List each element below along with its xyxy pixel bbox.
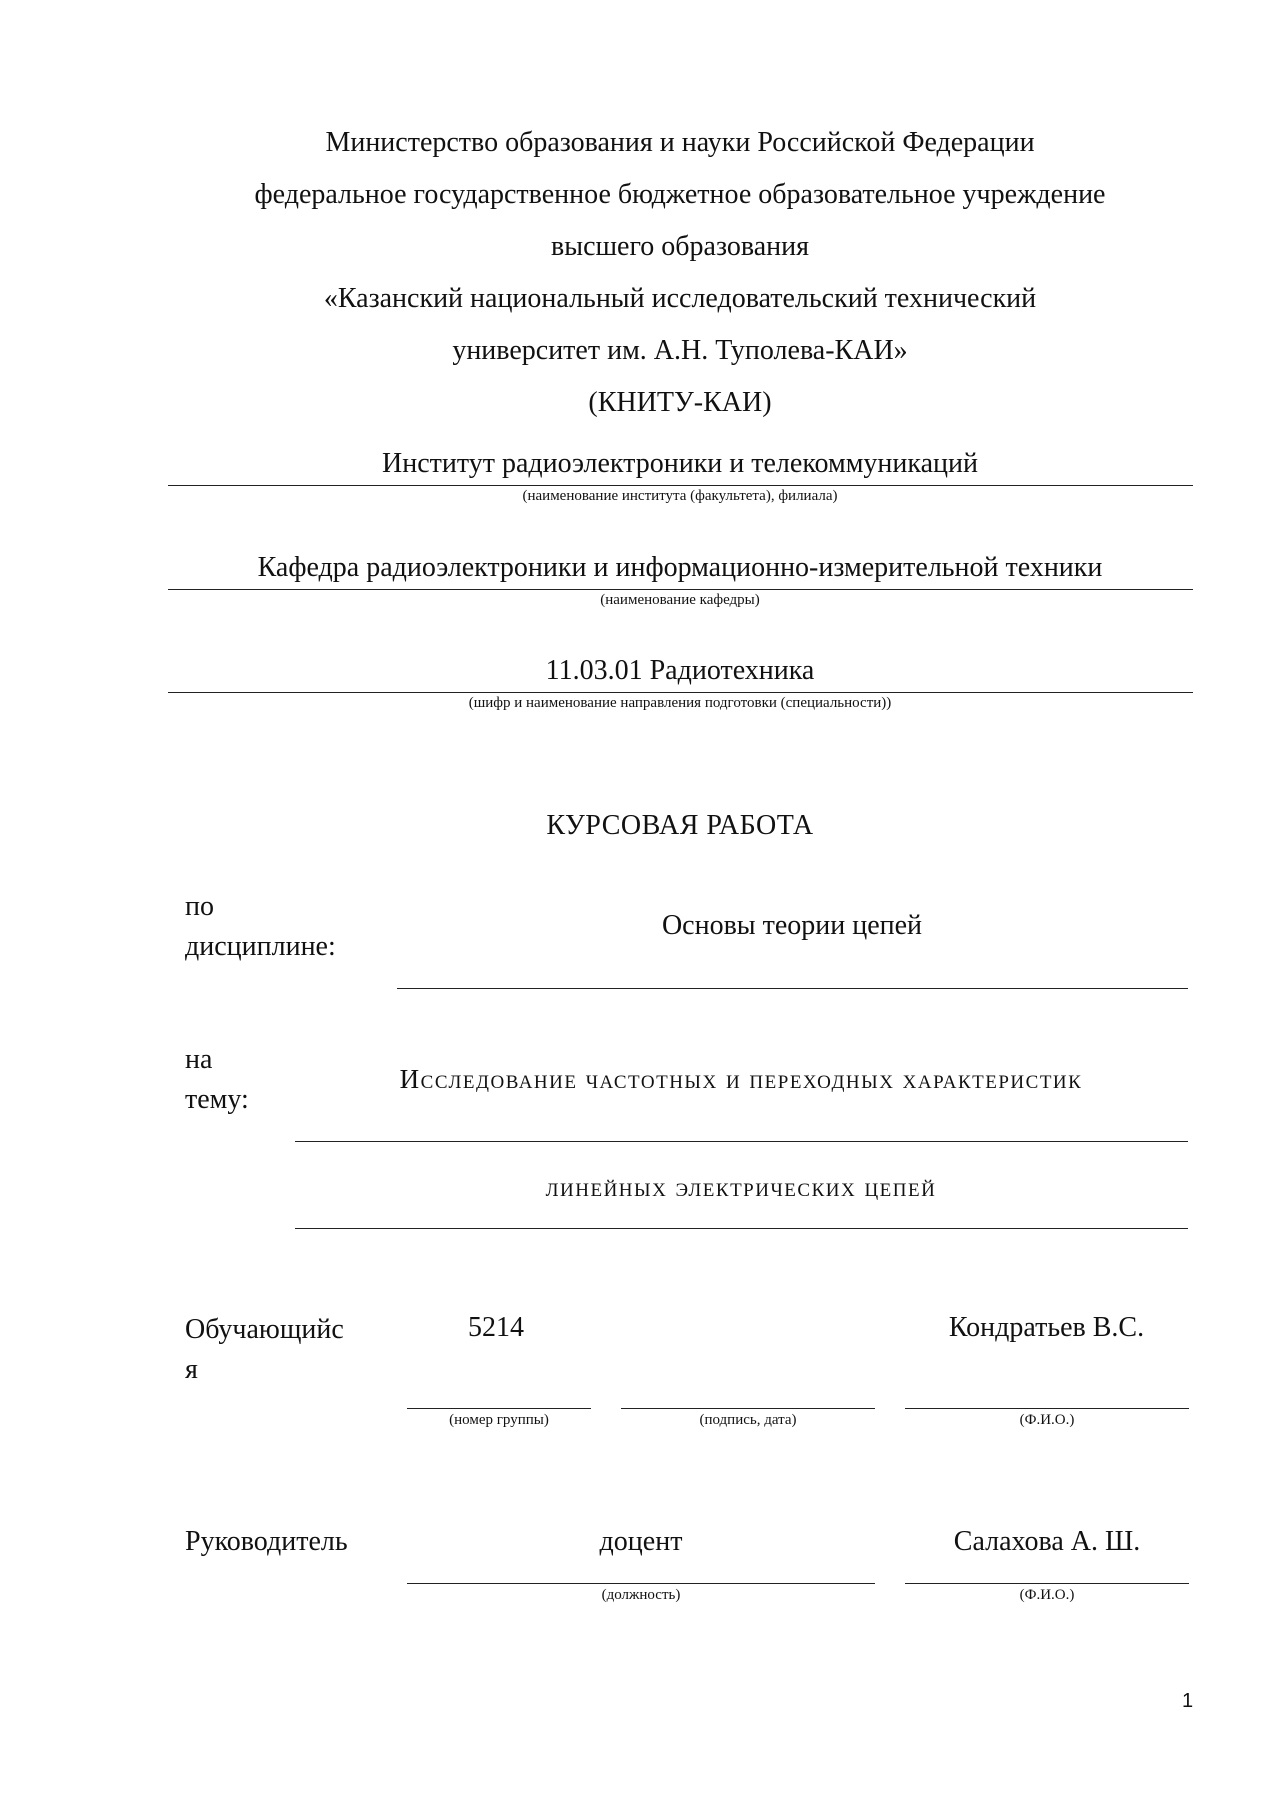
supervisor-position: доцент <box>599 1526 683 1557</box>
topic-label-line-1: на <box>185 1044 213 1075</box>
education-level-line: высшего образования <box>551 231 809 262</box>
page-number: 1 <box>1182 1690 1194 1712</box>
student-group-caption: (номер группы) <box>449 1412 549 1428</box>
specialty-name: 11.03.01 Радиотехника <box>545 655 815 686</box>
student-group-underline <box>407 1408 591 1409</box>
student-label <box>185 1310 344 1390</box>
student-signature-underline <box>621 1408 875 1409</box>
topic-underline-1 <box>295 1141 1188 1142</box>
discipline-label-line-2: дисциплине: <box>185 931 336 962</box>
supervisor-name-caption: (Ф.И.О.) <box>1019 1587 1075 1603</box>
department-caption: (наименование кафедры) <box>600 592 760 608</box>
discipline-value: Основы теории цепей <box>661 910 923 941</box>
header-block <box>168 117 1192 429</box>
student-group: 5214 <box>468 1312 524 1343</box>
institute-name: Институт радиоэлектроники и телекоммуникаций <box>382 448 978 479</box>
topic-label-line-2: тему: <box>185 1084 249 1115</box>
topic-value-line-1: Исследование частотных и переходных характеристик <box>399 1064 1083 1094</box>
work-type-title: КУРСОВАЯ РАБОТА <box>546 810 814 841</box>
student-label-line-1: Обучающийс <box>185 1314 344 1345</box>
supervisor-name-underline <box>905 1583 1189 1584</box>
institution-type-line: федеральное государственное бюджетное образовательное учреждение <box>254 179 1106 210</box>
supervisor-label: Руководитель <box>185 1526 348 1557</box>
topic-label <box>185 1040 249 1120</box>
topic-underline-2 <box>295 1228 1188 1229</box>
supervisor-name: Салахова А. Ш. <box>953 1526 1141 1557</box>
topic-value-line-2: линейных электрических цепей <box>545 1172 937 1202</box>
specialty-caption: (шифр и наименование направления подготовки (специальности)) <box>468 695 892 711</box>
department-name: Кафедра радиоэлектроники и информационно-измерительной техники <box>257 552 1103 583</box>
supervisor-position-caption: (должность) <box>601 1587 681 1603</box>
department-underline <box>168 589 1193 590</box>
supervisor-position-underline <box>407 1583 875 1584</box>
institute-caption: (наименование института (факультета), филиала) <box>522 488 838 504</box>
university-line-1: «Казанский национальный исследовательский технический <box>323 283 1037 314</box>
discipline-underline <box>397 988 1188 989</box>
ministry-line: Министерство образования и науки Российской Федерации <box>325 127 1035 158</box>
specialty-underline <box>168 692 1193 693</box>
student-name-caption: (Ф.И.О.) <box>1019 1412 1075 1428</box>
university-line-2: университет им. А.Н. Туполева-КАИ» <box>452 335 908 366</box>
institute-underline <box>168 485 1193 486</box>
student-name: Кондратьев В.С. <box>948 1312 1145 1343</box>
discipline-label-line-1: по <box>185 891 214 922</box>
student-name-underline <box>905 1408 1189 1409</box>
student-label-line-2: я <box>185 1354 198 1385</box>
discipline-label <box>185 887 336 967</box>
student-signature-caption: (подпись, дата) <box>699 1412 797 1428</box>
university-short-name: (КНИТУ-КАИ) <box>588 387 772 418</box>
